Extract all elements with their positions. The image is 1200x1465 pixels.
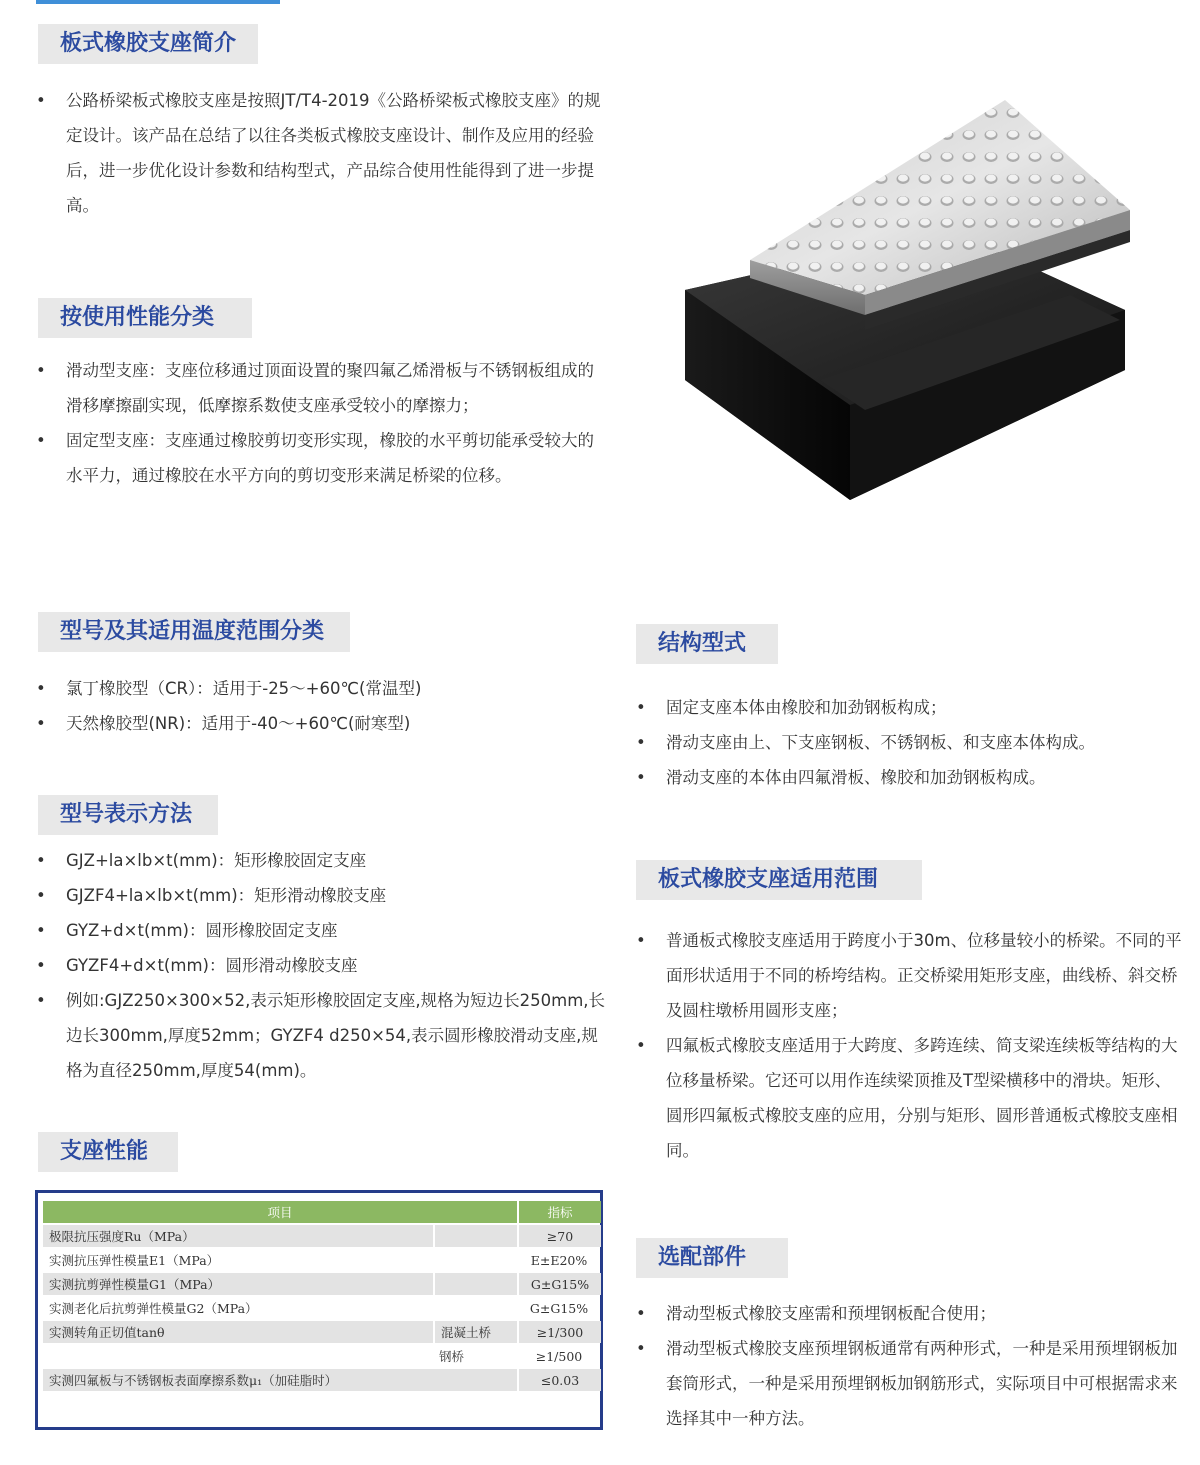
row-item: 实测四氟板与不锈钢板表面摩擦系数μ₁（加硅脂时） (43, 1369, 517, 1391)
rubber-bearing-photo (650, 80, 1150, 530)
table-row (43, 1297, 601, 1319)
row-value: ≥70 (517, 1225, 601, 1247)
list-item: • 滑动型板式橡胶支座需和预埋钢板配合使用； (636, 1296, 1184, 1331)
table-row (43, 1249, 601, 1271)
row-value: G±G15% (529, 1300, 589, 1316)
row-item: 实测转角正切值tanθ (43, 1321, 433, 1343)
header-value: 指标 (517, 1201, 601, 1223)
list-item: • 天然橡胶型(NR)：适用于-40～+60℃(耐寒型) (36, 706, 608, 741)
list-item: • GJZF4+la×lb×t(mm)：矩形滑动橡胶支座 (36, 878, 608, 913)
list-item: • 滑动型支座：支座位移通过顶面设置的聚四氟乙烯滑板与不锈钢板组成的滑移摩擦副实现，低摩擦系数使支座承受较小的摩擦力； (36, 353, 608, 423)
table-row (43, 1369, 601, 1391)
accessories-list (636, 1296, 1184, 1436)
table-row (43, 1225, 601, 1247)
row-item (43, 1345, 433, 1367)
temperature-list (36, 671, 608, 741)
model-notation-heading: 型号表示方法 (38, 795, 218, 835)
row-sub: 混凝土桥 (433, 1321, 517, 1343)
temperature-heading: 型号及其适用温度范围分类 (38, 612, 350, 652)
list-item: • 公路桥梁板式橡胶支座是按照JT/T4-2019《公路桥梁板式橡胶支座》的规定设计。该产品在总结了以往各类板式橡胶支座设计、制作及应用的经验后，进一步优化设计参数和结构型式，产品综合使用性能得到了进一步提高。 (36, 83, 608, 223)
row-value: ≤0.03 (517, 1369, 601, 1391)
structure-list (636, 690, 1196, 795)
list-item: • 滑动支座的本体由四氟滑板、橡胶和加劲钢板构成。 (636, 760, 1196, 795)
list-item: • GJZ+la×lb×t(mm)：矩形橡胶固定支座 (36, 843, 608, 878)
header-item: 项目 (43, 1201, 517, 1223)
performance-table (35, 1190, 603, 1430)
table-row (43, 1345, 601, 1367)
list-item: • 滑动型板式橡胶支座预埋钢板通常有两种形式，一种是采用预埋钢板加套筒形式，一种是采用预埋钢板加钢筋形式，实际项目中可根据需求来选择其中一种方法。 (636, 1331, 1184, 1436)
list-item: • 例如:GJZ250×300×52,表示矩形橡胶固定支座,规格为短边长250mm,长边长300mm,厚度52mm；GYZF4 d250×54,表示圆形橡胶滑动支座,规格为直径250mm,厚度54(mm)。 (36, 983, 608, 1088)
list-item: • 滑动支座由上、下支座钢板、不锈钢板、和支座本体构成。 (636, 725, 1196, 760)
row-sub: 钢桥 (439, 1349, 465, 1364)
row-sub (433, 1249, 517, 1271)
list-item: • 固定支座本体由橡胶和加劲钢板构成； (636, 690, 1196, 725)
bearing-performance-heading: 支座性能 (38, 1132, 178, 1172)
list-item: • 固定型支座：支座通过橡胶剪切变形实现，橡胶的水平剪切能承受较大的水平力，通过橡胶在水平方向的剪切变形来满足桥梁的位移。 (36, 423, 608, 493)
row-sub (433, 1225, 517, 1247)
top-accent-bar (36, 0, 280, 4)
list-item: • GYZF4+d×t(mm)：圆形滑动橡胶支座 (36, 948, 608, 983)
scope-list (636, 923, 1184, 1168)
list-item: • 氯丁橡胶型（CR）：适用于-25～+60℃(常温型) (36, 671, 608, 706)
intro-list (36, 83, 608, 223)
row-item: 极限抗压强度Ru（MPa） (43, 1225, 433, 1247)
list-item: • GYZ+d×t(mm)：圆形橡胶固定支座 (36, 913, 608, 948)
structure-heading: 结构型式 (636, 624, 778, 664)
model-notation-list (36, 843, 608, 1088)
row-value: E±E20% (530, 1252, 588, 1268)
scope-heading: 板式橡胶支座适用范围 (636, 860, 922, 900)
table-header-row (43, 1201, 601, 1223)
intro-heading: 板式橡胶支座简介 (38, 24, 258, 64)
row-item: 实测抗压弹性模量E1（MPa） (49, 1253, 220, 1268)
performance-class-heading: 按使用性能分类 (38, 298, 252, 338)
row-sub (433, 1297, 517, 1319)
list-item: • 普通板式橡胶支座适用于跨度小于30m、位移量较小的桥梁。不同的平面形状适用于不同的桥垮结构。正交桥梁用矩形支座，曲线桥、斜交桥及圆柱墩桥用圆形支座； (636, 923, 1184, 1028)
accessories-heading: 选配部件 (636, 1238, 788, 1278)
row-value: G±G15% (517, 1273, 601, 1295)
row-sub (433, 1273, 517, 1295)
row-value: ≥1/500 (535, 1348, 583, 1364)
row-item: 实测老化后抗剪弹性模量G2（MPa） (49, 1301, 258, 1316)
row-item: 实测抗剪弹性模量G1（MPa） (43, 1273, 433, 1295)
list-item: • 四氟板式橡胶支座适用于大跨度、多跨连续、简支梁连续板等结构的大位移量桥梁。它还可以用作连续梁顶推及T型梁横移中的滑块。矩形、圆形四氟板式橡胶支座的应用，分别与矩形、圆形普通板式橡胶支座相同。 (636, 1028, 1184, 1168)
table-row (43, 1273, 601, 1295)
performance-class-list (36, 353, 608, 493)
table-row (43, 1321, 601, 1343)
row-value: ≥1/300 (517, 1321, 601, 1343)
